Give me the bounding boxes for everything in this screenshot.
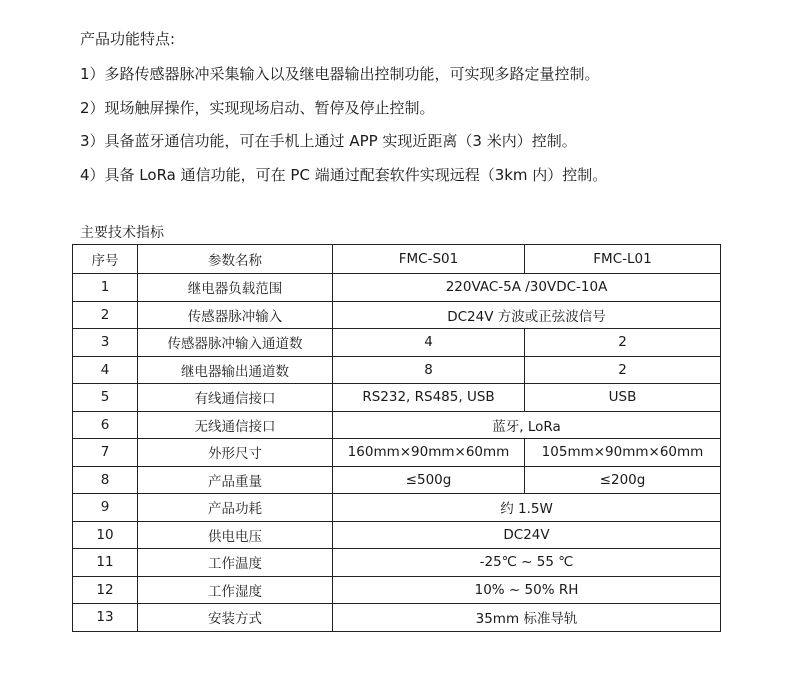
row-no: 4 — [73, 356, 138, 384]
row-value-shared: -25℃ ~ 55 ℃ — [333, 549, 721, 577]
table-header-row — [73, 245, 721, 274]
row-value-l01: 2 — [525, 329, 721, 357]
row-value-shared: 蓝牙, LoRa — [333, 411, 721, 439]
row-no: 5 — [73, 384, 138, 412]
row-value-shared: 220VAC-5A /30VDC-10A — [333, 274, 721, 302]
row-param-name: 工作温度 — [138, 549, 333, 577]
row-no: 7 — [73, 439, 138, 467]
feature-item-2: 2）现场触屏操作，实现现场启动、暂停及停止控制。 — [80, 99, 435, 117]
row-param-name: 无线通信接口 — [138, 411, 333, 439]
row-param-name: 产品重量 — [138, 466, 333, 494]
row-value-shared: DC24V 方波或正弦波信号 — [333, 301, 721, 329]
row-no: 3 — [73, 329, 138, 357]
row-value-l01: ≤200g — [525, 466, 721, 494]
row-param-name: 产品功耗 — [138, 494, 333, 522]
table-row — [73, 439, 721, 467]
table-row — [73, 466, 721, 494]
row-no: 11 — [73, 549, 138, 577]
row-no: 13 — [73, 604, 138, 632]
feature-item-4: 4）具备 LoRa 通信功能，可在 PC 端通过配套软件实现远程（3km 内）控制。 — [80, 166, 608, 184]
table-row — [73, 356, 721, 384]
row-param-name: 工作湿度 — [138, 576, 333, 604]
row-no: 6 — [73, 411, 138, 439]
row-value-l01: 2 — [525, 356, 721, 384]
header-l01: FMC-L01 — [525, 245, 721, 274]
row-value-shared: 约 1.5W — [333, 494, 721, 522]
row-value-s01: ≤500g — [333, 466, 525, 494]
row-no: 2 — [73, 301, 138, 329]
header-no: 序号 — [73, 245, 138, 274]
row-value-shared: 10% ~ 50% RH — [333, 576, 721, 604]
row-param-name: 传感器脉冲输入通道数 — [138, 329, 333, 357]
row-value-l01: 105mm×90mm×60mm — [525, 439, 721, 467]
table-row — [73, 604, 721, 632]
feature-item-3: 3）具备蓝牙通信功能，可在手机上通过 APP 实现近距离（3 米内）控制。 — [80, 132, 577, 150]
row-value-s01: 160mm×90mm×60mm — [333, 439, 525, 467]
table-row — [73, 521, 721, 549]
row-no: 8 — [73, 466, 138, 494]
row-value-s01: 8 — [333, 356, 525, 384]
table-row — [73, 384, 721, 412]
row-param-name: 供电电压 — [138, 521, 333, 549]
row-no: 10 — [73, 521, 138, 549]
table-row — [73, 576, 721, 604]
row-no: 12 — [73, 576, 138, 604]
spec-table — [72, 244, 721, 632]
row-param-name: 外形尺寸 — [138, 439, 333, 467]
row-param-name: 有线通信接口 — [138, 384, 333, 412]
table-row — [73, 411, 721, 439]
table-row — [73, 494, 721, 522]
row-param-name: 继电器负载范围 — [138, 274, 333, 302]
row-param-name: 继电器输出通道数 — [138, 356, 333, 384]
table-row — [73, 274, 721, 302]
row-value-shared: DC24V — [333, 521, 721, 549]
row-value-l01: USB — [525, 384, 721, 412]
row-value-shared: 35mm 标准导轨 — [333, 604, 721, 632]
row-param-name: 传感器脉冲输入 — [138, 301, 333, 329]
header-name: 参数名称 — [138, 245, 333, 274]
row-no: 1 — [73, 274, 138, 302]
table-row — [73, 549, 721, 577]
row-value-s01: 4 — [333, 329, 525, 357]
features-title: 产品功能特点: — [80, 30, 176, 48]
spec-table-title: 主要技术指标 — [80, 225, 164, 241]
row-param-name: 安装方式 — [138, 604, 333, 632]
table-row — [73, 329, 721, 357]
row-value-s01: RS232, RS485, USB — [333, 384, 525, 412]
row-no: 9 — [73, 494, 138, 522]
header-s01: FMC-S01 — [333, 245, 525, 274]
table-row — [73, 301, 721, 329]
feature-item-1: 1）多路传感器脉冲采集输入以及继电器输出控制功能，可实现多路定量控制。 — [80, 65, 600, 83]
